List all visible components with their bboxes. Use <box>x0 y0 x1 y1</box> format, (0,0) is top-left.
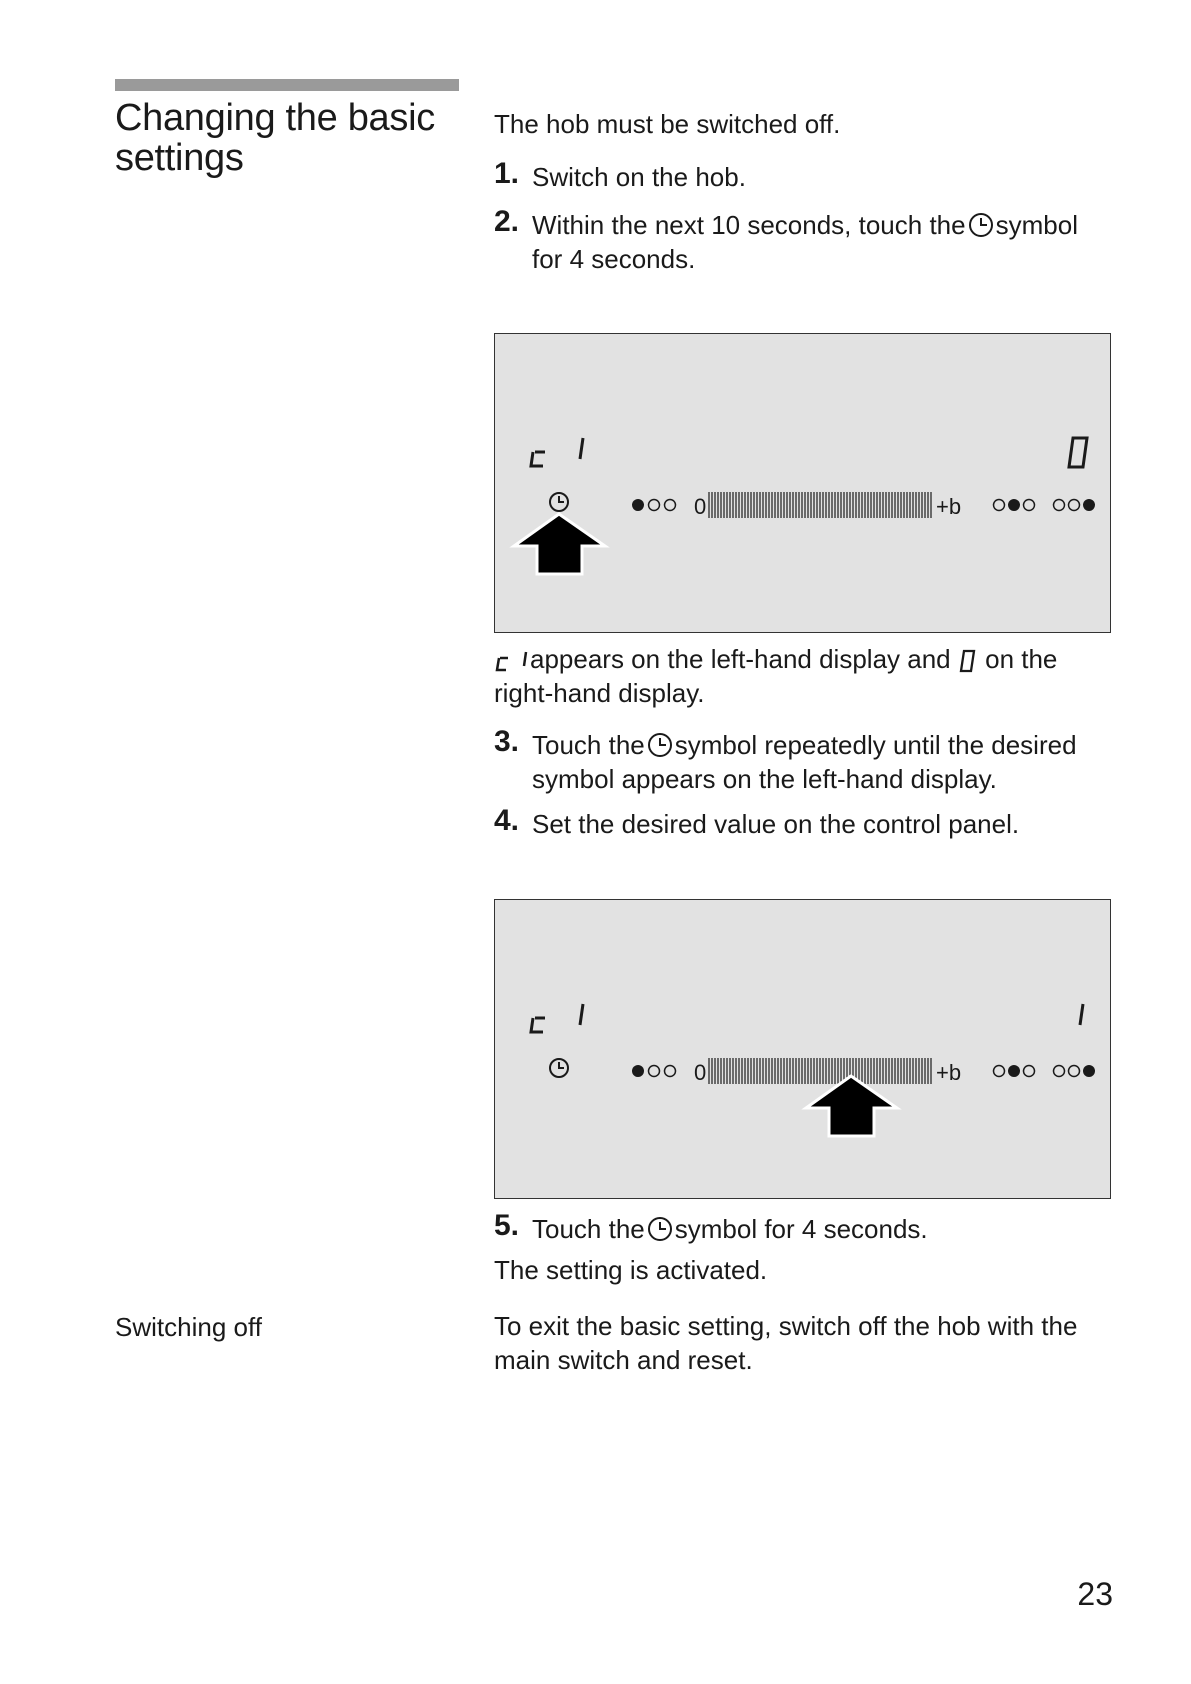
heading-rule <box>115 79 459 91</box>
right-display <box>1080 1004 1083 1025</box>
c1-display-icon <box>494 648 530 674</box>
activated-text: The setting is activated. <box>494 1255 768 1285</box>
clock-icon <box>550 493 568 511</box>
indicator-dots-middle <box>994 499 1035 511</box>
indicator-dots-left <box>632 1065 676 1077</box>
switching-off-text: To exit the basic setting, switch off the hob with the main switch and reset. <box>494 1311 1078 1375</box>
right-display <box>1069 438 1087 467</box>
indicator-dots-right <box>1054 499 1096 511</box>
intro-text: The hob must be switched off. <box>494 109 841 139</box>
slider-scale <box>709 1058 931 1084</box>
up-arrow-icon <box>806 1076 897 1136</box>
slider-max-label: +b <box>936 1060 962 1085</box>
control-panel-diagram-1 <box>494 333 1111 633</box>
clock-icon <box>647 732 673 758</box>
left-display <box>531 1004 583 1032</box>
slider-scale <box>709 492 931 518</box>
clock-icon <box>550 1059 568 1077</box>
switching-off-heading: Switching off <box>115 1312 262 1342</box>
slider-max-label: +b <box>936 494 962 519</box>
clock-icon <box>647 1216 673 1242</box>
page-number: 23 <box>1077 1576 1113 1612</box>
slider-min-label: 0 <box>694 1060 707 1085</box>
zero-display-icon <box>958 648 978 674</box>
page-title: Changing the basic settings <box>115 97 435 179</box>
indicator-dots-left <box>632 499 676 511</box>
clock-icon <box>968 212 994 238</box>
left-display <box>531 438 583 466</box>
caption-1: appears on the left-hand display and on the right-hand display. <box>494 644 1058 708</box>
slider-min-label: 0 <box>694 494 707 519</box>
indicator-dots-middle <box>994 1065 1035 1077</box>
up-arrow-icon <box>514 514 605 574</box>
control-panel-diagram-2 <box>494 899 1111 1199</box>
indicator-dots-right <box>1054 1065 1096 1077</box>
